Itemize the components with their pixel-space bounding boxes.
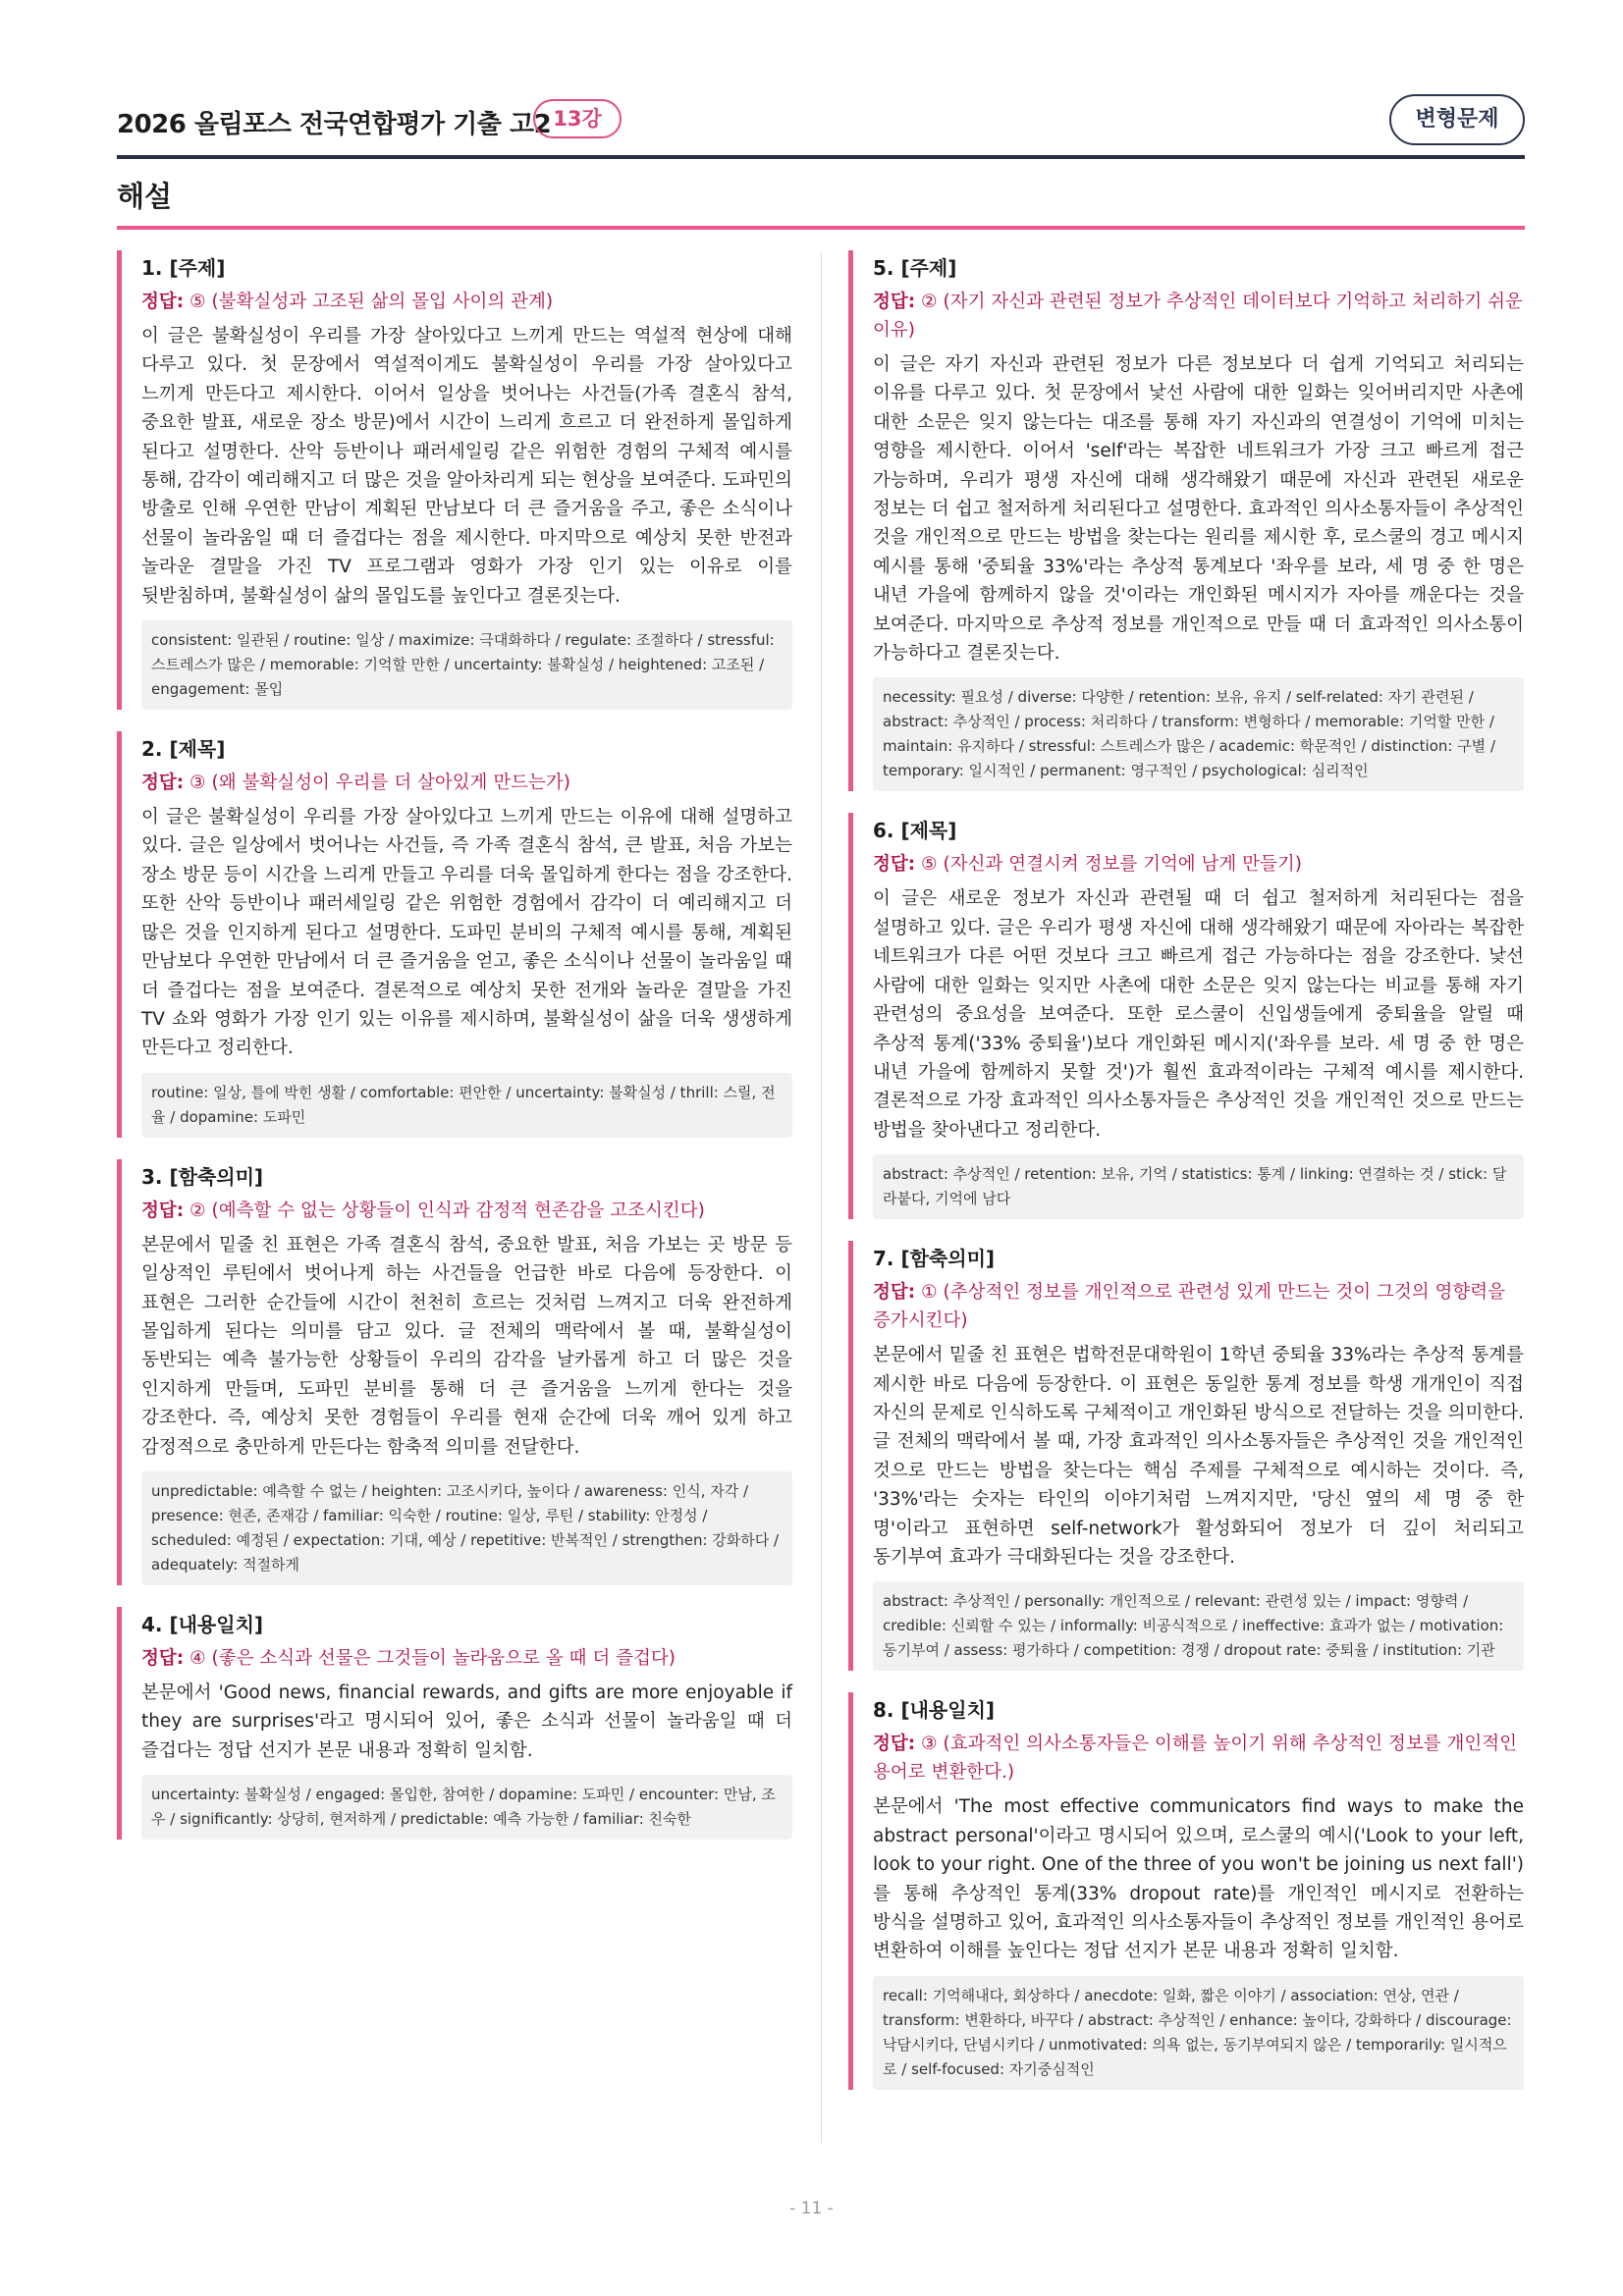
answer-text: ⑤ (불확실성과 고조된 삶의 몰입 사이의 관계) xyxy=(189,292,554,312)
answer-label: 정답: xyxy=(141,1647,185,1669)
vocabulary-box: abstract: 추상적인 / retention: 보유, 기억 / statistics: 통계 / linking: 연결하는 것 / stick: 달라붙다, 기억에 남다 xyxy=(873,1154,1524,1219)
vocabulary-box: necessity: 필요성 / diverse: 다양한 / retention: 보유, 유지 / self-related: 자기 관련된 / abstract: 추상적인 / process: 처리하다 / transform: 변형하다 / memorable: 기억할 만한 / maintain: 유지하다 / stressful: 스트레스가 많은 / academic: 학문적인 / distinction: 구별 / temporary: 일시적인 / permanent: 영구적인 / psychological: 심리적인 xyxy=(873,677,1524,791)
answer-text: ④ (좋은 소식과 선물은 그것들이 놀라움으로 올 때 더 즐겁다) xyxy=(189,1647,676,1669)
answer-text: ② (자기 자신과 관련된 정보가 추상적인 데이터보다 기억하고 처리하기 쉬운 이유) xyxy=(873,292,1523,341)
explanation-text: 이 글은 불확실성이 우리를 가장 살아있다고 느끼게 만드는 이유에 대해 설명하고 있다. 글은 일상에서 벗어나는 사건들, 즉 가족 결혼식 참석, 큰 발표, 처음 가보는 장소 방문 등이 시간을 느리게 만들고 우리를 더욱 몰입하게 한다는 점을 강조한다. 또한 산악 등반이나 패러세일링 같은 위험한 경험에서 감각이 더 예리해지고 더 많은 것을 인지하게 된다고 설명한다. 도파민 분비의 구체적 예시를 통해, 계획된 만남보다 우연한 만남에서 더 큰 즐거움을 얻고, 좋은 소식이나 선물이 놀라움일 때 더 즐겁다는 점을 보여준다. 결론적으로 예상치 못한 전개와 놀라운 결말을 가진 TV 쇼와 영화가 가장 인기 있는 이유를 제시하며, 불확실성이 삶을 더욱 생생하게 만든다고 정리한다. xyxy=(141,807,792,1059)
answer-text: ① (추상적인 정보를 개인적으로 관련성 있게 만드는 것이 그것의 영향력을 증가시킨다) xyxy=(873,1282,1506,1332)
page-number: - 11 - xyxy=(789,2199,834,2218)
vocabulary-box: abstract: 추상적인 / personally: 개인적으로 / relevant: 관련성 있는 / impact: 영향력 / credible: 신뢰할 수 있는 / informally: 비공식적으로 / ineffective: 효과가 없는 / motivation: 동기부여 / assess: 평가하다 / competition: 경쟁 / dropout rate: 중퇴율 / institution: 기관 xyxy=(873,1581,1524,1671)
answer-line xyxy=(873,1730,1524,1787)
answer-line xyxy=(141,769,792,797)
question-block-7 xyxy=(848,1241,1524,1671)
question-block-5 xyxy=(848,250,1524,791)
answer-line xyxy=(873,288,1524,345)
column-divider xyxy=(821,253,822,2143)
answer-label: 정답: xyxy=(141,1200,185,1221)
document-title: 2026 올림포스 전국연합평가 기출 고2 xyxy=(117,110,552,139)
section-title: 해설 xyxy=(117,180,173,213)
explanation-text: 이 글은 불확실성이 우리를 가장 살아있다고 느끼게 만드는 역설적 현상에 대해 다루고 있다. 첫 문장에서 역설적이게도 불확실성이 우리를 가장 살아있다고 느끼게 만든다고 제시한다. 이어서 일상을 벗어나는 사건들(가족 결혼식 참석, 중요한 발표, 새로운 장소 방문)에서 시간이 느리게 흐르고 더 완전하게 몰입하게 된다고 설명한다. 산악 등반이나 패러세일링 같은 위험한 경험의 구체적 예시를 통해, 감각이 예리해지고 더 많은 것을 알아차리게 되는 현상을 보여준다. 도파민의 방출로 인해 우연한 만남이 계획된 만남보다 더 큰 즐거움을 주고, 좋은 소식이나 선물이 놀라움일 때 더 즐겁다는 점을 제시한다. 마지막으로 예상치 못한 반전과 놀라운 결말을 가진 TV 프로그램과 영화가 가장 인기 있는 이유로 이를 뒷받침하며, 불확실성이 삶의 몰입도를 높인다고 결론짓는다. xyxy=(141,326,792,607)
page-header xyxy=(117,94,1525,153)
answer-label: 정답: xyxy=(873,1734,916,1755)
answer-label: 정답: xyxy=(141,292,185,312)
answer-text: ② (예측할 수 없는 상황들이 인식과 감정적 현존감을 고조시킨다) xyxy=(189,1200,705,1221)
explanation-text: 본문에서 밑줄 친 표현은 법학전문대학원이 1학년 중퇴율 33%라는 추상적 통계를 제시한 바로 다음에 등장한다. 이 표현은 동일한 통계 정보를 학생 개개인이 직접 자신의 문제로 인식하도록 구체적이고 개인화된 방식으로 전달하는 것을 의미한다. 글 전체의 맥락에서 볼 때, 가장 효과적인 의사소통자들은 추상적인 것을 개인적인 것으로 만드는 방법을 찾는다는 핵심 주제를 구체적으로 예시하는 것이다. 즉, '33%'라는 숫자는 타인의 이야기처럼 느껴지지만, '당신 옆의 세 명 중 한 명'이라고 표현하면 self-network가 활성화되어 정보가 더 깊이 처리되고 동기부여 효과가 극대화된다는 것을 강조한다. xyxy=(873,1345,1524,1568)
explanation-text: 본문에서 'Good news, financial rewards, and gifts are more enjoyable if they are surprises'라고 명시되어 있어, 좋은 소식과 선물이 놀라움일 때 더 즐겁다는 정답 선지가 본문 내용과 정확히 일치함. xyxy=(141,1682,792,1761)
header-divider xyxy=(117,155,1525,159)
question-type-badge: 변형문제 xyxy=(1389,94,1525,145)
explanation-text: 본문에서 'The most effective communicators find ways to make the abstract personal'이라고 명시되어 있으며, 로스쿨의 예시('Look to your left, look to your right. One of the three of you won't be joining us next fall')를 통해 추상적인 통계(33% dropout rate)를 개인적인 메시지로 전환하는 방식을 설명하고 있어, 효과적인 의사소통자들이 추상적인 정보를 개인적인 용어로 변환하여 이해를 높인다는 정답 선지가 본문 내용과 정확히 일치함. xyxy=(873,1796,1524,1962)
answer-label: 정답: xyxy=(873,854,916,876)
question-block-4 xyxy=(117,1607,792,1840)
explanation-text: 본문에서 밑줄 친 표현은 가족 결혼식 참석, 중요한 발표, 처음 가보는 곳 방문 등 일상적인 루틴에서 벗어나게 하는 사건들을 언급한 바로 다음에 등장한다. 이 표현은 그러한 순간들에 시간이 천천히 흐르는 것처럼 느껴지고 더욱 완전하게 몰입하게 된다는 의미를 담고 있다. 글 전체의 맥락에서 볼 때, 불확실성이 동반되는 예측 불가능한 상황들이 우리의 감각을 날카롭게 하고 더 많은 것을 인지하게 만들며, 도파민 분비를 통해 더 큰 즐거움을 느끼게 한다는 것을 강조한다. 즉, 예상치 못한 경험들이 우리를 현재 순간에 더욱 깨어 있게 하고 감정적으로 충만하게 만든다는 함축적 의미를 전달한다. xyxy=(141,1234,792,1458)
answer-line xyxy=(873,850,1524,879)
question-block-8 xyxy=(848,1692,1524,2089)
answer-text: ⑤ (자신과 연결시켜 정보를 기억에 남게 만들기) xyxy=(921,854,1303,876)
answer-line xyxy=(141,1644,792,1673)
vocabulary-box: consistent: 일관된 / routine: 일상 / maximize: 극대화하다 / regulate: 조절하다 / stressful: 스트레스가 많은 / memorable: 기억할 만한 / uncertainty: 불확실성 / heightened: 고조된 / engagement: 몰입 xyxy=(141,620,792,710)
question-heading: 6. [제목] xyxy=(873,819,957,843)
answer-line xyxy=(141,288,792,316)
answer-line xyxy=(141,1197,792,1225)
answer-line xyxy=(873,1278,1524,1335)
vocabulary-box: routine: 일상, 틀에 박힌 생활 / comfortable: 편안한 / uncertainty: 불확실성 / thrill: 스릴, 전율 / dopamine: 도파민 xyxy=(141,1073,792,1138)
question-heading: 5. [주제] xyxy=(873,256,957,280)
question-heading: 3. [함축의미] xyxy=(141,1164,264,1189)
answer-label: 정답: xyxy=(873,292,916,312)
question-block-1 xyxy=(117,250,792,710)
answer-label: 정답: xyxy=(141,773,185,794)
answer-label: 정답: xyxy=(873,1282,916,1304)
answer-text: ③ (효과적인 의사소통자들은 이해를 높이기 위해 추상적인 정보를 개인적인 용어로 변환한다.) xyxy=(873,1734,1518,1784)
right-column xyxy=(848,250,1524,2111)
question-heading: 7. [함축의미] xyxy=(873,1247,996,1271)
section-divider xyxy=(117,226,1525,230)
lesson-badge: 13강 xyxy=(533,99,622,138)
vocabulary-box: uncertainty: 불확실성 / engaged: 몰입한, 참여한 / dopamine: 도파민 / encounter: 만남, 조우 / significantly: 상당히, 현저하게 / predictable: 예측 가능한 / familiar: 친숙한 xyxy=(141,1775,792,1840)
question-block-6 xyxy=(848,813,1524,1219)
answer-text: ③ (왜 불확실성이 우리를 더 살아있게 만드는가) xyxy=(189,773,571,794)
explanation-text: 이 글은 새로운 정보가 자신과 관련될 때 더 쉽고 철저하게 처리된다는 점을 설명하고 있다. 글은 우리가 평생 자신에 대해 생각해왔기 때문에 자아라는 복잡한 네트워크가 다른 어떤 것보다 크고 빠르게 접근 가능하다는 점을 강조한다. 낯선 사람에 대한 일화는 잊지만 사촌에 대한 소문은 잊지 않는다는 비교를 통해 자기 관련성의 중요성을 보여준다. 또한 로스쿨이 신입생들에게 중퇴율을 알릴 때 추상적 통계('33% 중퇴율')보다 개인화된 메시지('좌우를 보라. 세 명 중 한 명은 내년 가을에 함께하지 못할 것')가 훨씬 효과적이라는 구체적 예시를 제시한다. 결론적으로 가장 효과적인 의사소통자들은 추상적인 것을 개인적인 것으로 만드는 방법을 찾아낸다고 정리한다. xyxy=(873,888,1524,1141)
question-block-2 xyxy=(117,731,792,1138)
question-block-3 xyxy=(117,1159,792,1585)
explanation-text: 이 글은 자기 자신과 관련된 정보가 다른 정보보다 더 쉽게 기억되고 처리되는 이유를 다루고 있다. 첫 문장에서 낯선 사람에 대한 일화는 잊어버리지만 사촌에 대한 소문은 잊지 않는다는 대조를 통해 자기 자신과의 연결성이 기억에 미치는 영향을 제시한다. 이어서 'self'라는 복잡한 네트워크가 가장 크고 빠르게 접근 가능하며, 우리가 평생 자신에 대해 생각해왔기 때문에 자신과 관련된 새로운 정보는 더 쉽고 철저하게 처리된다고 설명한다. 효과적인 의사소통자들이 추상적인 것을 개인적으로 만드는 방법을 찾는다는 원리를 제시한 후, 로스쿨의 경고 메시지 예시를 통해 '중퇴율 33%'라는 추상적 통계보다 '좌우를 보라, 세 명 중 한 명은 내년 가을에 함께하지 않을 것'이라는 개인화된 메시지가 자아를 깨운다는 것을 보여준다. 마지막으로 추상적 정보를 개인적으로 만들 때 더 효과적인 의사소통이 가능하다고 결론짓는다. xyxy=(873,354,1524,665)
vocabulary-box: unpredictable: 예측할 수 없는 / heighten: 고조시키다, 높이다 / awareness: 인식, 자각 / presence: 현존, 존재감 / familiar: 익숙한 / routine: 일상, 루틴 / stability: 안정성 / scheduled: 예정된 / expectation: 기대, 예상 / repetitive: 반복적인 / strengthen: 강화하다 / adequately: 적절하게 xyxy=(141,1471,792,1585)
left-column xyxy=(117,250,792,1861)
vocabulary-box: recall: 기억해내다, 회상하다 / anecdote: 일화, 짧은 이야기 / association: 연상, 연관 / transform: 변환하다, 바꾸다 / abstract: 추상적인 / enhance: 높이다, 강화하다 / discourage: 낙담시키다, 단념시키다 / unmotivated: 의욕 없는, 동기부여되지 않은 / temporarily: 일시적으로 / self-focused: 자기중심적인 xyxy=(873,1976,1524,2090)
question-heading: 2. [제목] xyxy=(141,737,226,762)
question-heading: 8. [내용일치] xyxy=(873,1698,996,1723)
question-heading: 1. [주제] xyxy=(141,256,226,280)
question-heading: 4. [내용일치] xyxy=(141,1612,264,1636)
